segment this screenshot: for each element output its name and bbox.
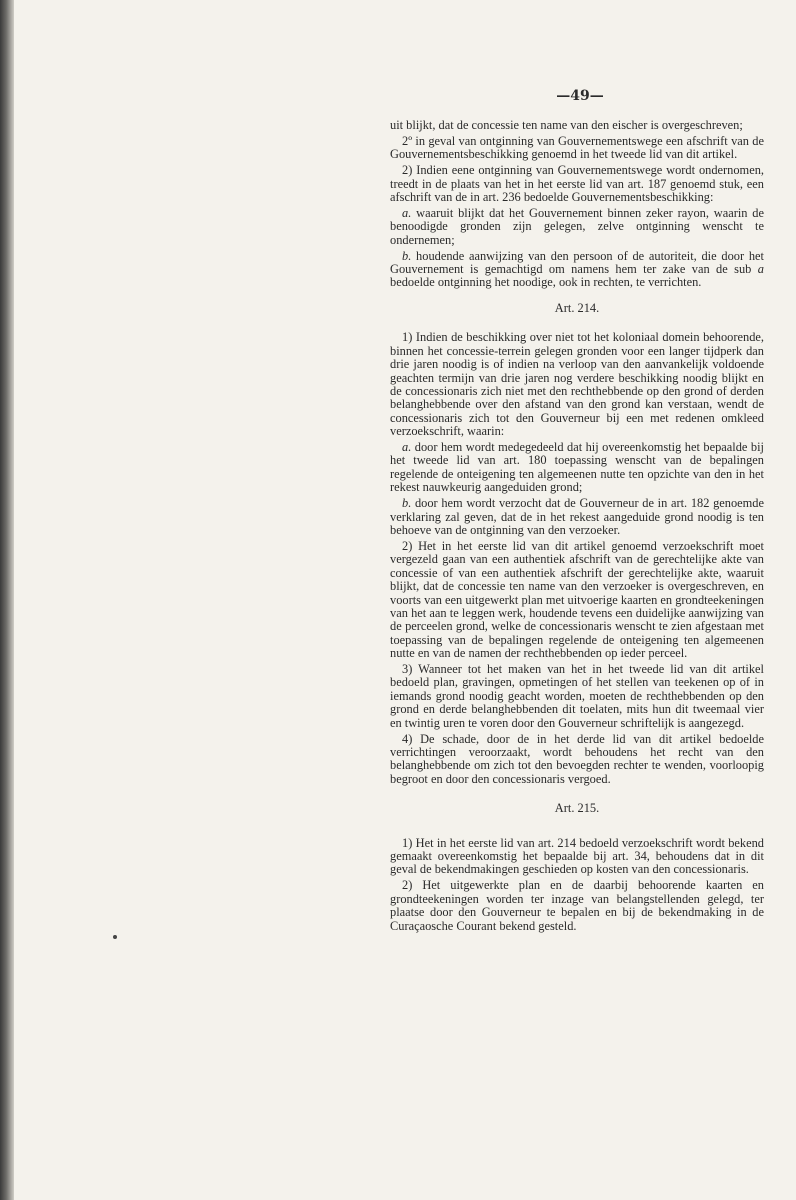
- page-number: —49—: [556, 88, 604, 104]
- article-heading: Art. 214.: [554, 300, 600, 315]
- item-marker: b.: [402, 248, 412, 263]
- item-text: bedoelde ontginning het noodige, ook in rechten, te verrichten.: [390, 275, 702, 290]
- item-marker: a.: [402, 205, 412, 220]
- paragraph: 3) Wanneer tot het maken van het in het tweede lid van dit artikel bedoeld plan, gravingen, opmetingen of het stellen van teekenen op of in iemands grond noodig geacht worden, moeten de rechthebbenden op den grond en derde belanghebbenden dit toelaten, mits hun dit tweemaal vier en twintig uren te voren door den Gouverneur schriftelijk is aangezegd.: [390, 662, 764, 730]
- item-text: door hem wordt verzocht dat de Gouverneur de in art. 182 genoemde verklaring zal geven, dat de in het rekest aangeduide grond noodig is ten behoeve van de ontginning van den verzoeker.: [390, 496, 764, 537]
- paragraph: 2) Het in het eerste lid van dit artikel genoemd verzoekschrift moet vergezeld gaan van een authentiek afschrift van de gerechtelijke akte van concessie of van een authentiek afschrift der gerechtelijke akte, waaruit blijkt, dat de concessie ten name van den verzoeker is overgeschreven, en voorts van een uitgewerkt plan met uitvoerige kaarten en grondteekeningen van het aan te leggen werk, houdende tevens een duidelijke aanwijzing van de perceelen grond, welke de concessionaris wenscht te zien afgestaan met toepassing van de bepalingen regelende de onteigening ten algemeenen nutte en van de namen der rechthebbenden op ieder perceel.: [390, 538, 764, 661]
- body-text: [390, 119, 764, 935]
- paragraph: 4) De schade, door de in het derde lid van dit artikel bedoelde verrichtingen veroorzaakt, wordt behoudens het recht van den belanghebbende om zich tot den bevoegden rechter te wenden, voorloopig begroot en door den concessionaris vergoed.: [390, 731, 764, 786]
- paragraph: 1) Indien de beschikking over niet tot het koloniaal domein behoorende, binnen het concessie-terrein gelegen gronden voor een langer tijdperk dan drie jaren noodig is of indien na verloop van den aanvankelijk voldoende geachten termijn van drie jaren nog verdere beschikking noodig blijkt en de concessionaris zich niet met den rechthebbende op den grond of derden belanghebbende over den afstand van den grond kan verstaan, wendt de concessionaris zich tot den Gouverneur bij een met redenen omkleed verzoekschrift, waarin:: [390, 330, 764, 439]
- paragraph: 2) Het uitgewerkte plan en de daarbij behoorende kaarten en grondteekeningen worden ter inzage van belangstellenden gelegd, ter plaatse door den Gouverneur te bepalen en bij de bekendmaking in de Curaçaosche Courant bekend gesteld.: [390, 878, 764, 933]
- paragraph: uit blijkt, dat de concessie ten name van den eischer is overgeschreven;: [390, 118, 743, 132]
- list-item: [390, 497, 764, 537]
- list-item: [390, 207, 764, 247]
- inline-marker: a: [757, 262, 764, 277]
- paragraph: 1) Het in het eerste lid van art. 214 bedoeld verzoekschrift wordt bekend gemaakt overeenkomstig het bepaalde bij art. 34, behoudens dat in dit geval de bekendmakingen geschieden op kosten van den concessionaris.: [390, 835, 764, 877]
- paragraph: 2º in geval van ontginning van Gouvernementswege een afschrift van de Gouvernementsbeschikking genoemd in het tweede lid van dit artikel.: [390, 133, 764, 162]
- margin-mark: [113, 935, 117, 939]
- item-text: waaruit blijkt dat het Gouvernement binnen zeker rayon, waarin de benoodigde gronden zijn gelegen, zelve ontginning wenscht te ondernemen;: [390, 205, 764, 247]
- book-spine: [0, 0, 14, 1200]
- item-marker: a.: [402, 440, 412, 455]
- item-text: door hem wordt medegedeeld dat hij overeenkomstig het bepaalde bij het tweede lid van art. 180 toepassing wenscht van de bepalingen regelende de onteigening ten algemeenen nutte ten opzichte van den in het rekest nauwkeurig aangeduiden grond;: [390, 440, 764, 495]
- item-text: houdende aanwijzing van den persoon of de autoriteit, die door het Gouvernement is gemachtigd om namens hem ter zake van de sub: [390, 248, 764, 277]
- paragraph: 2) Indien eene ontginning van Gouvernementswege wordt ondernomen, treedt in de plaats van het in het eerste lid van art. 187 genoemd stuk, een afschrift van de in art. 236 bedoelde Gouvernementsbeschikking:: [390, 163, 764, 205]
- article-heading: Art. 215.: [554, 801, 600, 816]
- list-item: [390, 441, 764, 495]
- list-item: [390, 250, 764, 290]
- item-marker: b.: [402, 496, 412, 511]
